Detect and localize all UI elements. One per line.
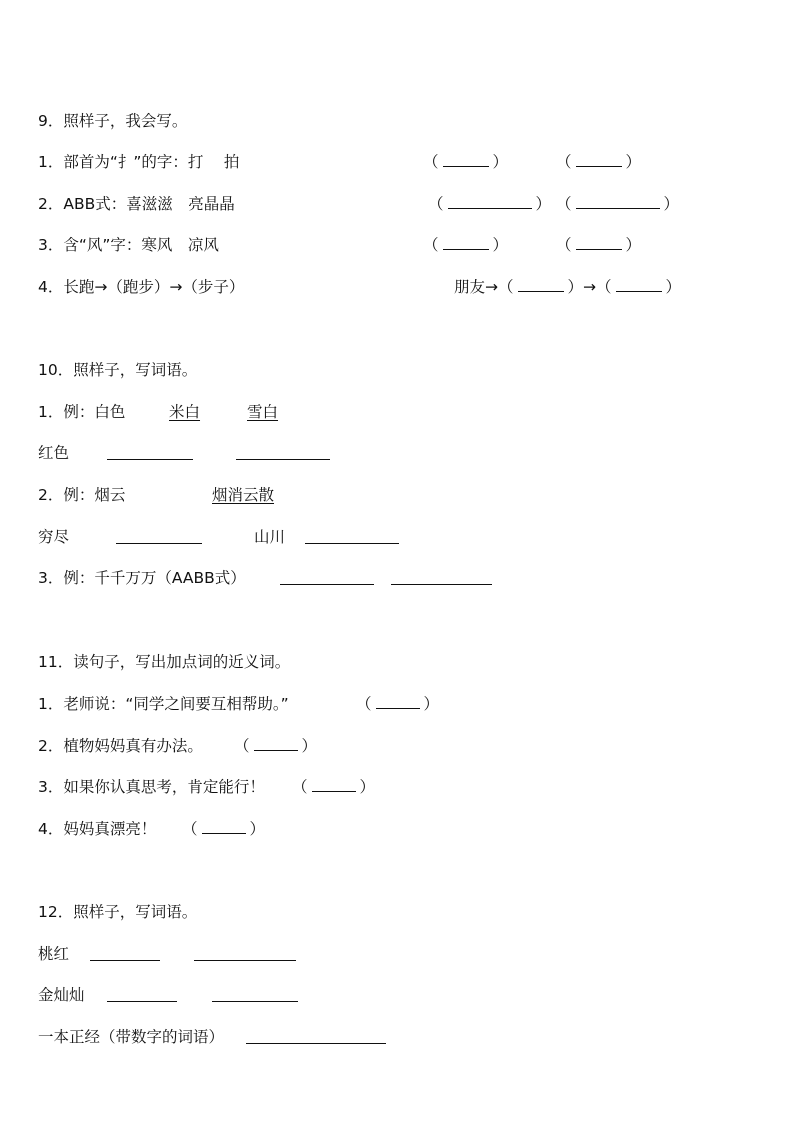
q10-row-2 [38,525,774,549]
q10-row-2-blank-1[interactable] [116,543,202,544]
q12-title: 12．照样子，写词语。 [38,903,198,921]
q11-sentence-3-text: 3．如果你认真思考，肯定能行！ [38,778,265,796]
q9-row-4-label: 4．长跑→（跑步）→（步子） [38,278,245,296]
q11-sentence-1 [38,692,774,716]
q12-row-2-label: 金灿灿 [38,986,85,1004]
q9-row-4 [38,275,774,299]
q10-example-1-word-2: 雪白 [247,403,279,421]
q9-row-1-answer-1[interactable]: （ ） [423,153,509,171]
q10-example-1 [38,400,774,424]
q10-title-line [38,358,774,382]
q11-sentence-1-text: 1．老师说：“同学之间要互相帮助。” [38,695,289,713]
q10-example-3-blank-1[interactable] [280,584,374,585]
q9-row-1-answer-2[interactable]: （ ） [556,153,642,171]
q12-row-2-blank-1[interactable] [107,1001,177,1002]
q9-row-2-answer-2[interactable]: （ ） [556,195,680,213]
q11-sentence-3-answer[interactable]: （ ） [292,778,376,796]
q9-row-3 [38,233,774,257]
q12-row-3 [38,1025,774,1049]
q10-example-1-word-1: 米白 [169,403,201,421]
q9-row-1-label: 1．部首为“扌”的字：打 拍 [38,153,240,171]
q12-row-3-blank[interactable] [246,1043,386,1044]
q11-sentence-2-answer[interactable]: （ ） [234,737,318,755]
q10-example-3-blank-2[interactable] [391,584,492,585]
q10-row-2-blank-2[interactable] [305,543,399,544]
q10-example-3 [38,566,774,590]
q11-title-line [38,650,774,674]
q10-example-2-word: 烟消云散 [212,486,275,504]
q10-row-1-blank-1[interactable] [107,459,193,460]
q11-title: 11．读句子，写出加点词的近义词。 [38,653,291,671]
q11-sentence-2 [38,734,774,758]
q10-row-1-blank-2[interactable] [236,459,330,460]
q11-sentence-4-answer[interactable]: （ ） [182,820,266,838]
q11-sentence-2-text: 2．植物妈妈真有办法。 [38,737,203,755]
q11-sentence-4 [38,817,774,841]
q11-sentence-1-answer[interactable]: （ ） [356,695,440,713]
q10-row-1 [38,441,774,465]
q9-row-1 [38,150,774,174]
q12-row-1-label: 桃红 [38,945,70,963]
q9-row-2 [38,192,774,216]
q12-row-1-blank-2[interactable] [194,960,296,961]
q10-row-2-label-2: 山川 [254,528,286,546]
q10-title: 10．照样子，写词语。 [38,361,198,379]
q9-title-line [38,109,774,133]
q12-row-2 [38,983,774,1007]
q12-row-2-blank-2[interactable] [212,1001,298,1002]
q10-example-2 [38,483,774,507]
q12-row-1 [38,942,774,966]
q9-title: 9．照样子，我会写。 [38,112,188,130]
q10-row-2-label-1: 穷尽 [38,528,70,546]
q10-example-3-label: 3．例：千千万万（AABB式） [38,569,246,587]
q9-row-3-answer-2[interactable]: （ ） [556,236,642,254]
q9-row-2-answer-1[interactable]: （ ） [428,195,552,213]
q12-title-line [38,900,774,924]
q9-row-3-label: 3．含“风”字：寒风 凉风 [38,236,219,254]
q11-sentence-3 [38,775,774,799]
q10-example-2-label: 2．例：烟云 [38,486,126,504]
q12-row-1-blank-1[interactable] [90,960,160,961]
q11-sentence-4-text: 4．妈妈真漂亮！ [38,820,157,838]
q12-row-3-label: 一本正经（带数字的词语） [38,1028,225,1046]
q10-row-1-label: 红色 [38,444,70,462]
q9-row-4-answer[interactable]: 朋友→（ ）→（ ） [454,278,682,296]
q9-row-3-answer-1[interactable]: （ ） [423,236,509,254]
q9-row-2-label: 2．ABB式：喜滋滋 亮晶晶 [38,195,235,213]
q10-example-1-label: 1．例：白色 [38,403,126,421]
